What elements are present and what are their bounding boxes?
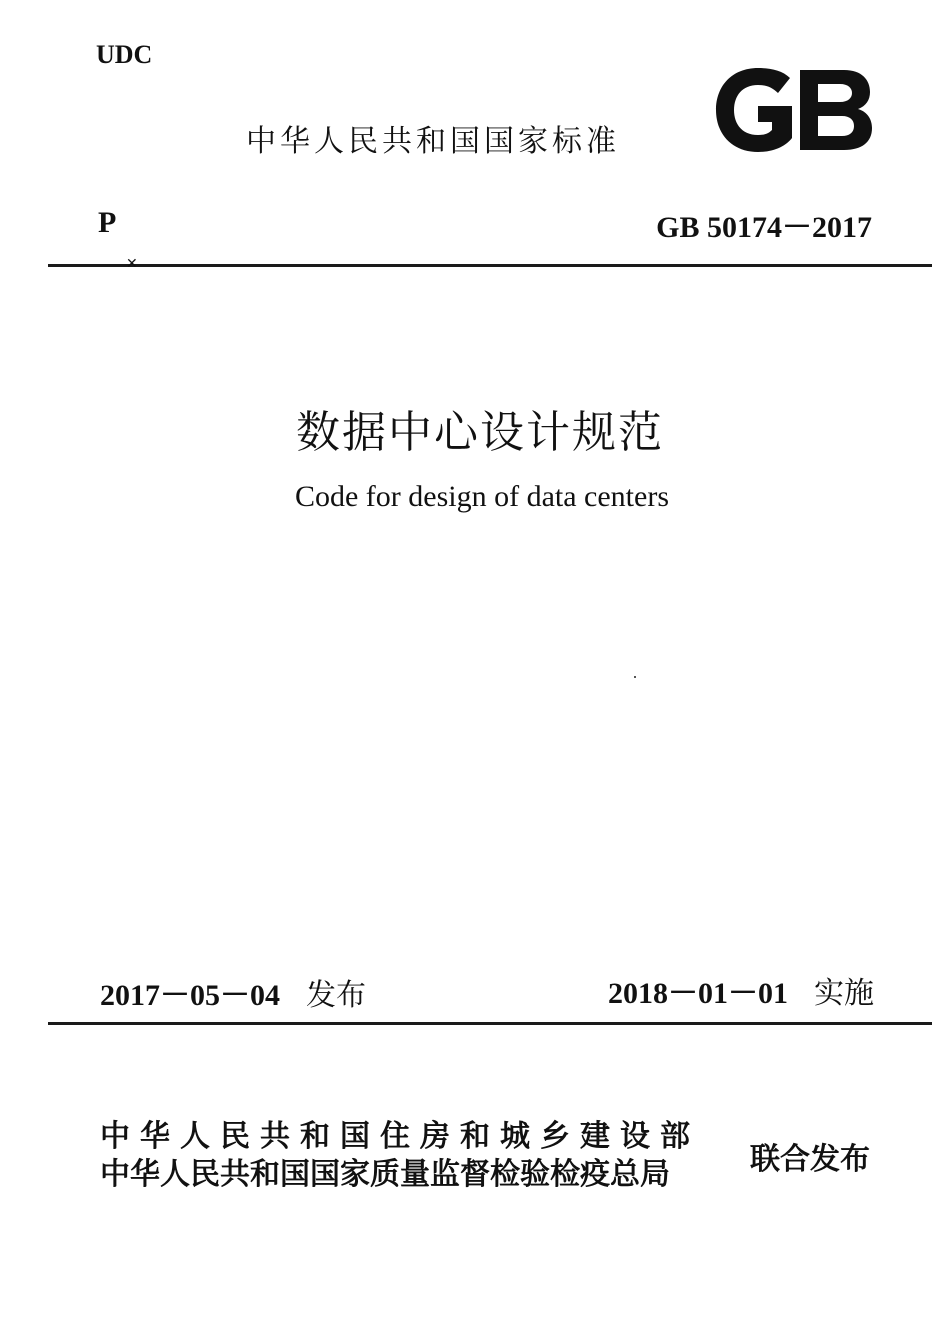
- bottom-divider: [48, 1022, 932, 1025]
- gb-logo: [712, 66, 874, 154]
- title-english: Code for design of data centers: [294, 480, 670, 513]
- classification-code: P: [98, 206, 117, 239]
- implement-date: 2018－01－01: [608, 977, 788, 1010]
- publish-label: 发布: [306, 978, 366, 1013]
- joint-publish-label: 联合发布: [750, 1142, 870, 1177]
- udc-label: UDC: [96, 40, 153, 69]
- issuer-ministry: 中华人民共和国住房和城乡建设部: [100, 1119, 700, 1154]
- scan-speck: [634, 676, 636, 678]
- standard-type-heading: 中华人民共和国国家标准: [246, 124, 620, 159]
- publish-date-block: [100, 970, 366, 1014]
- issuer-aqsiq: 中华人民共和国国家质量监督检验检疫总局: [100, 1157, 670, 1192]
- top-divider: [48, 264, 932, 267]
- issuer-list: [100, 1118, 700, 1194]
- implement-date-block: [608, 968, 874, 1012]
- divider-mark-icon: ✕: [126, 256, 138, 272]
- title-chinese: 数据中心设计规范: [296, 407, 664, 458]
- publish-date: 2017－05－04: [100, 979, 280, 1012]
- standard-number: GB 50174－2017: [656, 211, 872, 244]
- implement-label: 实施: [814, 976, 874, 1011]
